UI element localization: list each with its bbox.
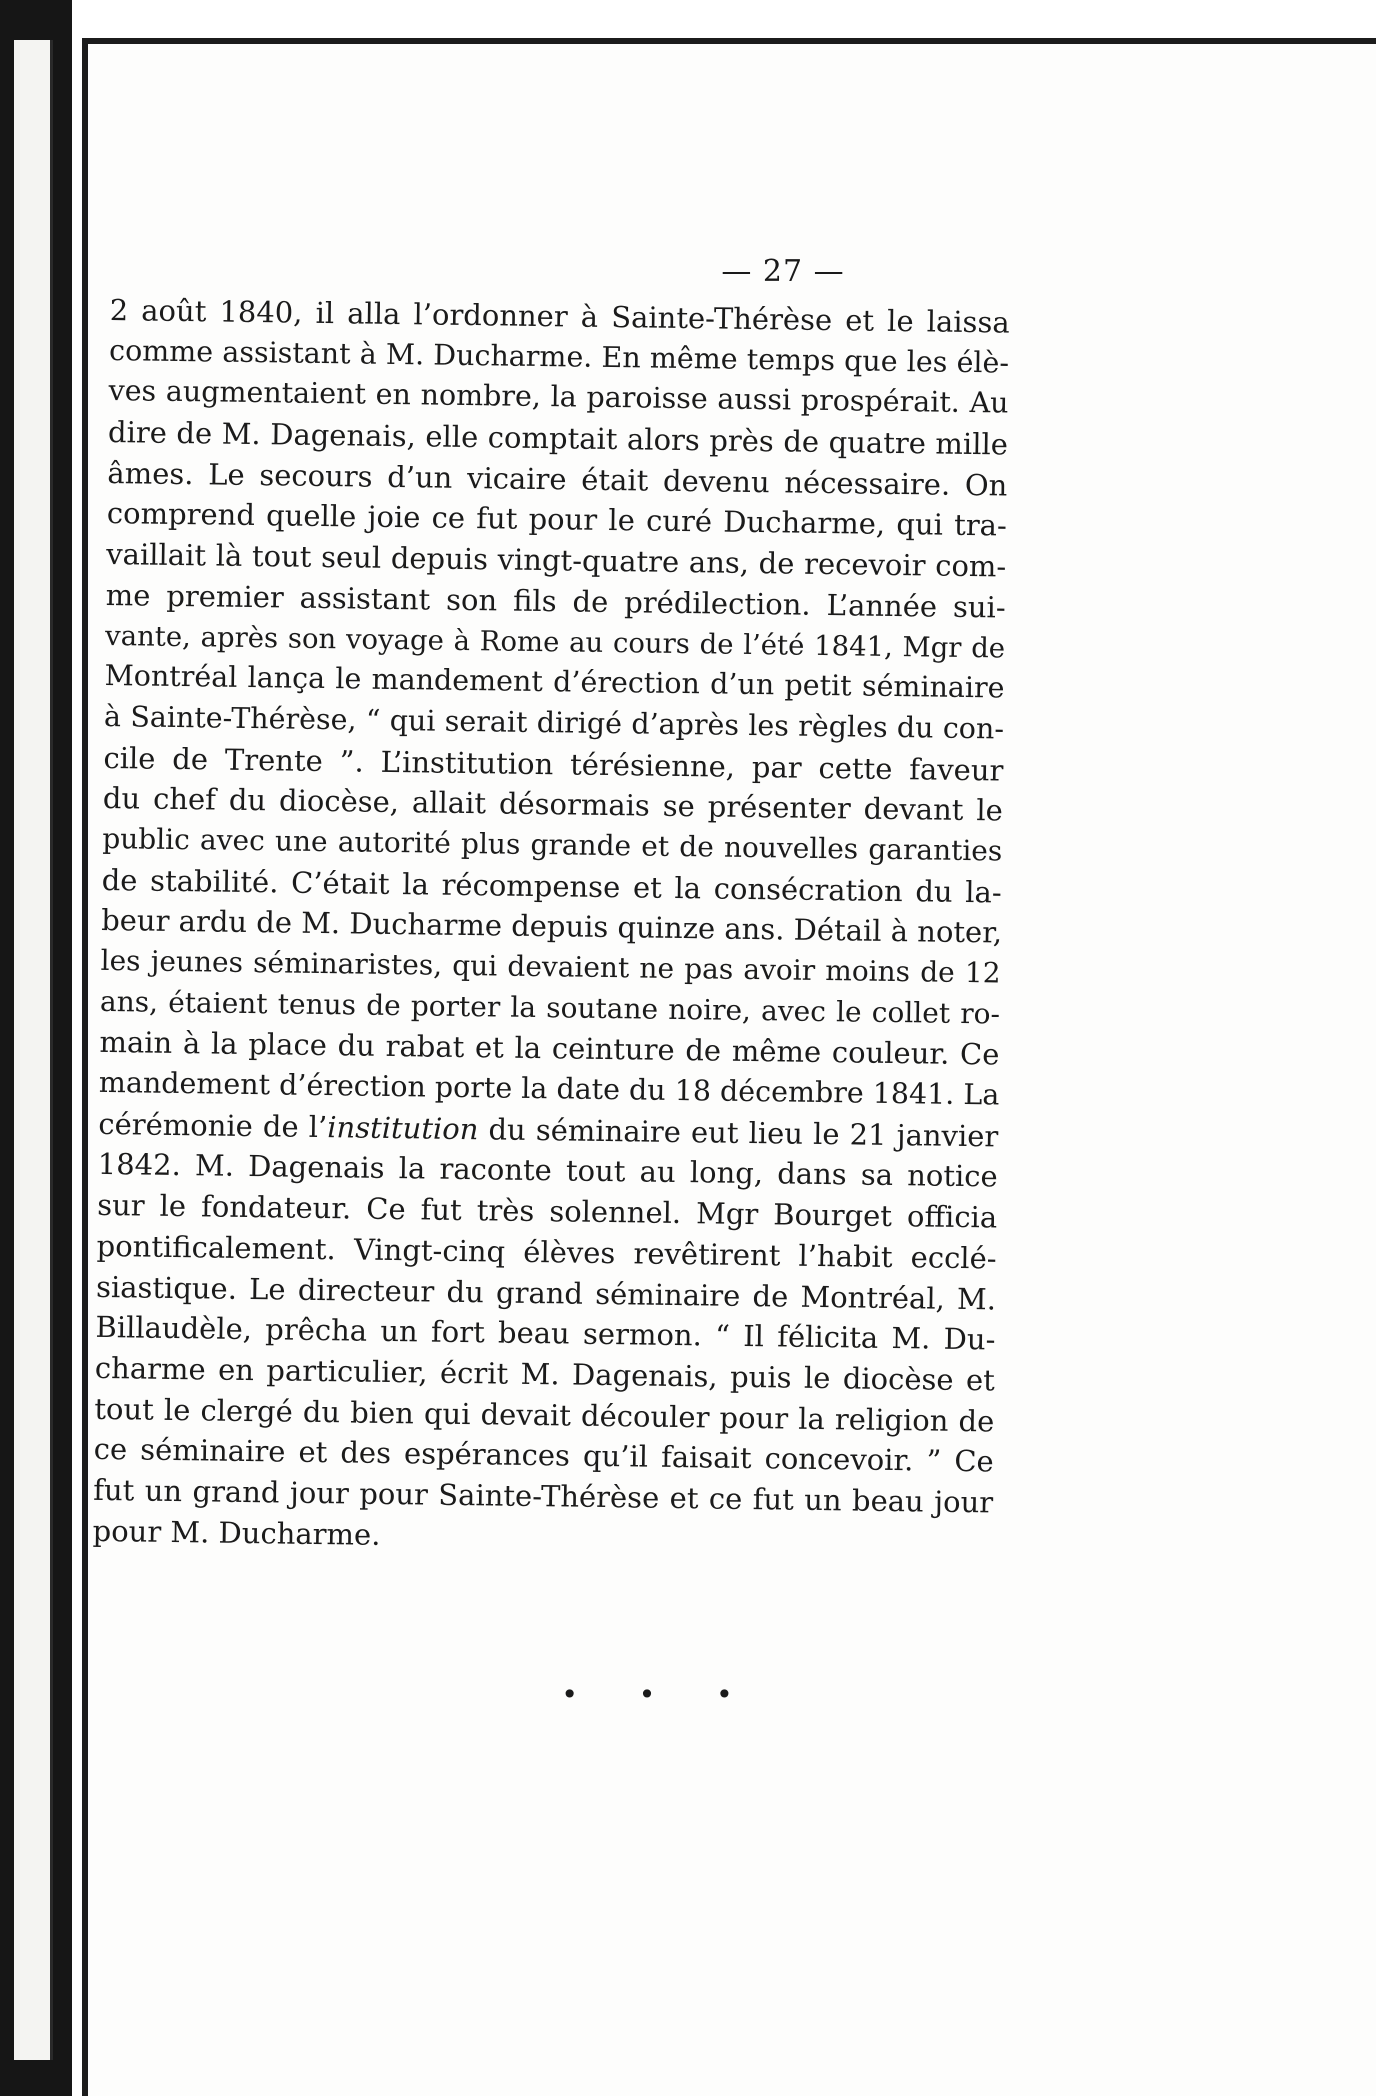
text-line: siastique. Le directeur du grand séminaire de Montréal, M.	[95, 1269, 997, 1316]
text-line: ce séminaire et des espérances qu’il faisait concevoir. ” Ce	[93, 1432, 994, 1479]
text-line: fut un grand jour pour Sainte-Thérèse et ce fut un beau jour	[93, 1472, 994, 1520]
text-line: cérémonie de l’institution du séminaire eut lieu le 21 janvier	[98, 1106, 999, 1154]
text-line: dire de M. Dagenais, elle comptait alors près de quatre mille	[107, 415, 1009, 462]
text-line: Montréal lança le mandement d’érection d’un petit séminaire	[104, 659, 1005, 705]
section-ornament: • • •	[561, 1678, 759, 1711]
page-number: — 27 —	[721, 254, 845, 289]
body-text	[92, 290, 1010, 1564]
text-line: vaillait là tout seul depuis vingt-quatre ans, de recevoir com-	[106, 537, 1007, 584]
text-line: du chef du diocèse, allait désormais se présenter devant le	[102, 781, 1004, 828]
text-line: tout le clergé du bien qui devait découler pour la religion de	[94, 1391, 995, 1439]
text-line: vante, après son voyage à Rome au cours de l’été 1841, Mgr de	[104, 619, 1006, 665]
text-line: 2 août 1840, il alla l’ordonner à Sainte-Thérèse et le laissa	[109, 292, 1010, 340]
text-line: ans, étaient tenus de porter la soutane noire, avec le collet ro-	[99, 984, 1001, 1031]
text-line: main à la place du rabat et la ceinture de même couleur. Ce	[99, 1025, 1000, 1072]
text-line: 1842. M. Dagenais la raconte tout au long, dans sa notice	[97, 1147, 998, 1194]
text-line: public avec une autorité plus grande et de nouvelles garanties	[102, 821, 1003, 868]
text-line: Billaudèle, prêcha un fort beau sermon. “ Il félicita M. Du-	[95, 1310, 996, 1357]
text-line: beur ardu de M. Ducharme depuis quinze ans. Détail à noter,	[100, 903, 1003, 950]
text-line: comme assistant à M. Ducharme. En même temps que les élè-	[108, 333, 1010, 380]
text-line: mandement d’érection porte la date du 18 décembre 1841. La	[98, 1065, 1000, 1112]
text-line: comprend quelle joie ce fut pour le curé Ducharme, qui tra-	[106, 496, 1008, 543]
text-line: à Sainte-Thérèse, “ qui serait dirigé d’après les règles du con-	[103, 699, 1005, 746]
text-line: ves augmentaient en nombre, la paroisse aussi prospérait. Au	[108, 374, 1009, 420]
italic-word: institution	[327, 1109, 479, 1146]
text-line: cile de Trente ”. L’institution térésienne, par cette faveur	[103, 740, 1004, 788]
adjacent-page-edge	[0, 0, 72, 2096]
text-line: âmes. Le secours d’un vicaire était devenu nécessaire. On	[107, 455, 1008, 503]
text-line: les jeunes séminaristes, qui devaient ne pas avoir moins de 12	[100, 943, 1001, 990]
text-line: sur le fondateur. Ce fut très solennel. Mgr Bourget officia	[96, 1188, 998, 1235]
text-line: pour M. Ducharme.	[92, 1513, 381, 1552]
text-line: de stabilité. C’était la récompense et la consécration du la-	[101, 862, 1002, 910]
text-line: charme en particulier, écrit M. Dagenais, puis le diocèse et	[94, 1350, 996, 1398]
text-line: me premier assistant son fils de prédilection. L’année sui-	[105, 577, 1006, 625]
text-line: pontificalement. Vingt-cinq élèves revêtirent l’habit ecclé-	[96, 1228, 997, 1276]
